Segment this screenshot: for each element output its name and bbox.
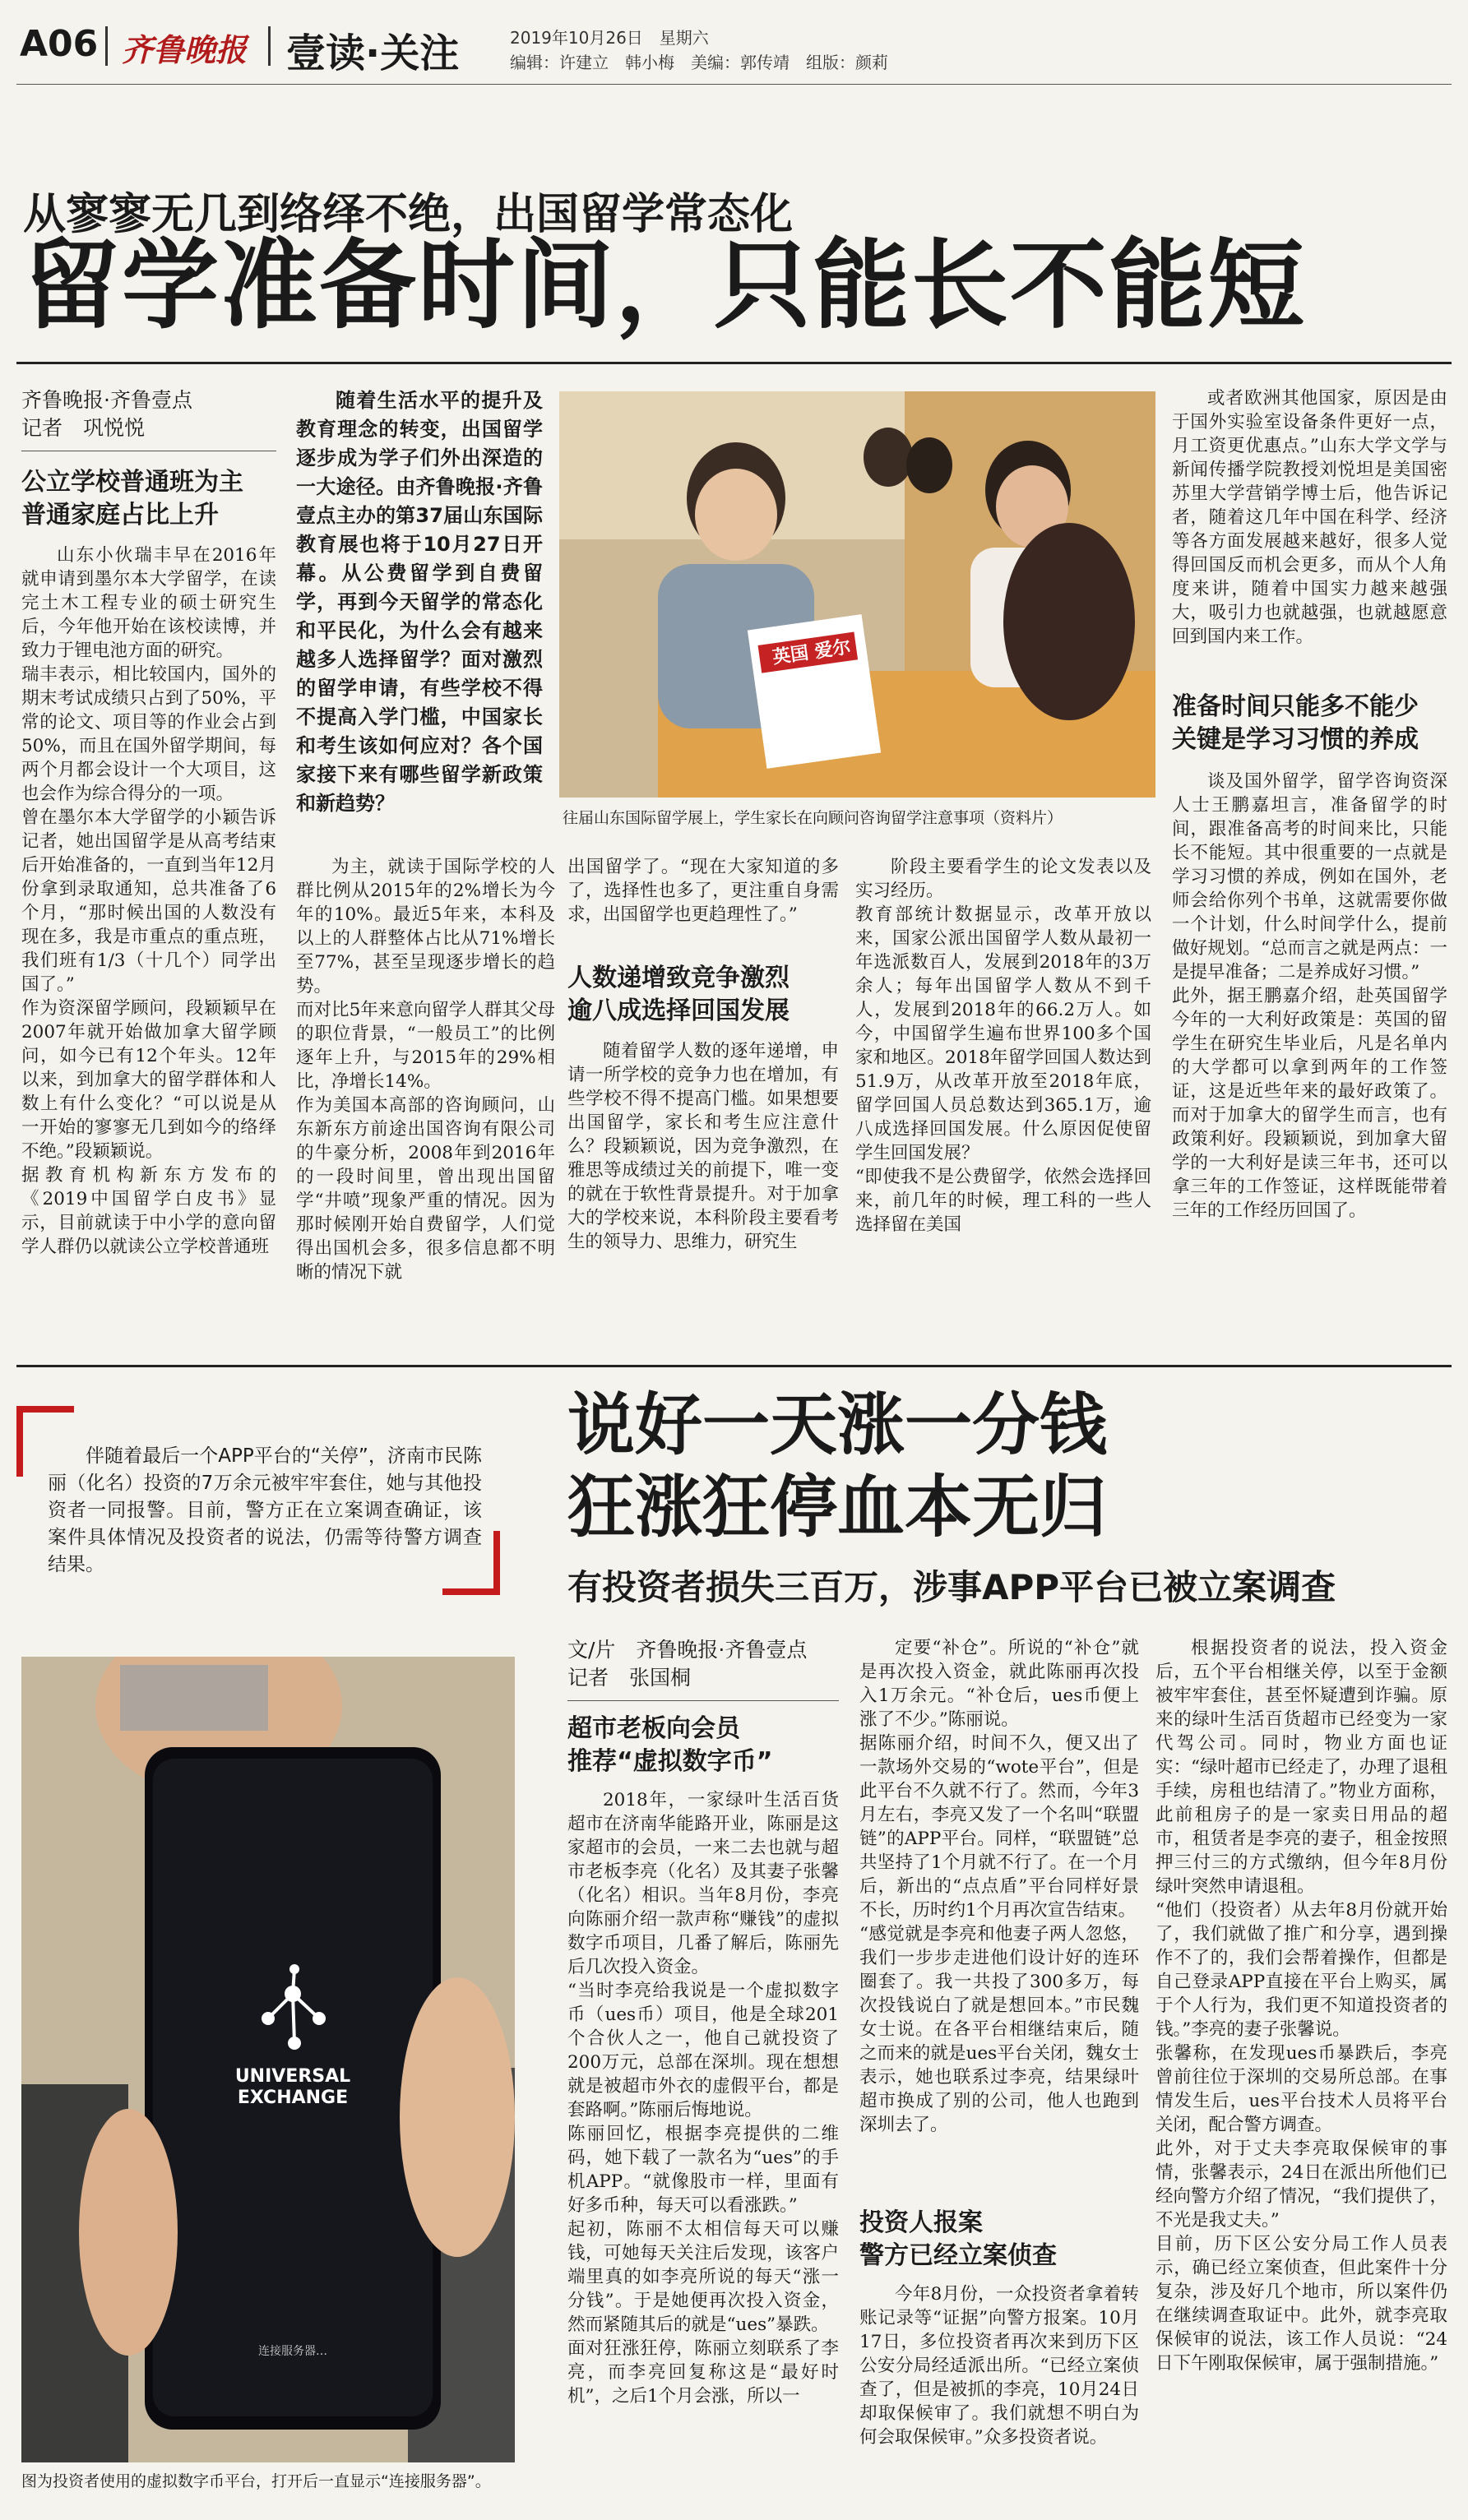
article2-col2-text: 定要“补仓”。所说的“补仓”就是再次投入资金，就此陈丽再次投入1万余元。“补仓后，ues币便上涨了不少。”陈丽说。 据陈丽介绍，时间不久，便又出了一款场外交易的“wote平台”，但是此平台不久就不行了。然而，今年3月左右，李亮又发了一个名叫“联盟链”的APP平台。同样，“联盟链”总共坚持了1个月就不行了。在一个月后，新出的“点点盾”平台同样好景不长，历时约1个月再次宣告结束。 “感觉就是李亮和他妻子两人忽悠，我们一步步走进他们设计好的连环圈套了。我一共投了300多万，每次投钱说白了就是想回本。”市民魏女士说。在各平台相继结束后，随之而来的就是ues平台关闭，魏女士表示，她也联系过李亮，结果绿叶超市换成了别的公司，他人也跑到深圳去了。 [859,1638,1139,2135]
article1-lead: 随着生活水平的提升及教育理念的转变，出国留学逐步成为学子们外出深造的一大途径。由齐鲁晚报·齐鲁壹点主办的第37届山东国际教育展也将于10月27日开幕。从公费留学到自费留学，再到今天留学的常态化和平民化，为什么会有越来越多人选择留学？面对激烈的留学申请，有些学校不得不提高入学门槛，中国家长和考生该如何应对？各个国家接下来有哪些留学新政策和新趋势？ [296,389,543,815]
article2-subhead-2: 投资人报案 警方已经立案侦查 [859,2208,1057,2270]
article2-subhead-1: 超市老板向会员 推荐“虚拟数字币” [567,1714,773,1776]
phone-photo-illustration [21,1657,515,2462]
article1-col5b-text: 谈及国外留学，留学咨询资深人士王鹏嘉坦言，准备留学的时间，跟准备高考的时间来比，只能长不能短。其中很重要的一点就是学习习惯的养成，例如在国外，老师会给你列个书单，这就需要你做一个计划，什么时间学什么，提前做好规划。“总而言之就是两点：一是提早准备；二是养成好习惯。” 此外，据王鹏嘉介绍，赴英国留学今年的一大利好政策是：英国的留学生在研究生毕业后，凡是名单内的大学都可以拿到两年的工作签证，这是近些年来的最好政策了。而对于加拿大的留学生而言，也有政策利好。段颖颖说，到加拿大留学的一大利好是读三年书，还可以拿三年的工作签证，这样既能带着三年的工作经历回国了。 [1172,771,1447,1221]
article2-headline-line2: 狂涨狂停血本无归 [567,1468,1108,1547]
phone-status: 连接服务器… [258,2345,327,2358]
article1-col3-text: 出国留学了。“现在大家知道的多了，选择性也多了，更注重自身需求，出国留学也更趋理性了。” [567,857,839,925]
article1-kicker: 从寥寥无几到络绎不绝，出国留学常态化 [23,190,794,239]
article2-headline-line1: 说好一天涨一分钱 [567,1386,1108,1464]
headline-rule [16,362,1452,364]
article1-headline: 留学准备时间，只能长不能短 [23,229,1307,342]
article1-subhead-3: 准备时间只能多不能少 关键是学习习惯的养成 [1172,692,1419,754]
section-title: 壹读·关注 [286,30,460,76]
article1-byline-org: 齐鲁晚报·齐鲁壹点 [21,388,192,412]
paper-name: 齐鲁晚报 [122,31,248,68]
article1-col2-text: 为主，就读于国际学校的人群比例从2015年的2%增长为今年的10%。最近5年来，本科及以上的人群整体占比从71%增长至77%，甚至呈现逐步增长的趋势。 而对比5年来意向留学人群其父母的职位背景，“一般员工”的比例逐年上升，与2015年的29%相比，净增长14%。 作为美国本高部的咨询顾问，山东新东方前途出国咨询有限公司的牛豪分析，2008年到2016年的一段时间里，曾出现出国留学“井喷”现象严重的情况。因为那时候刚开始自费留学，人们觉得出国机会多，很多信息都不明晰的情况下就 [296,857,555,1283]
article2-col2b-text: 今年8月份，一众投资者拿着转账记录等“证据”向警方报案。10月17日，多位投资者再次来到历下区公安分局经适派出所。“已经立案侦查了，但是被抓的李亮，10月24日却取保候审了。我们就想不明白为何会取保候审。”众多投资者说。 [859,2284,1139,2448]
page-code: A06 [20,23,99,65]
article2-col3-text: 根据投资者的说法，投入资金后，五个平台相继关停，以至于金额被牢牢套住，甚至怀疑遭到诈骗。原来的绿叶生活百货超市已经变为一家代驾公司。同时，物业方面也证实：“绿叶超市已经走了，办理了退租手续，房租也结清了。”物业方面称，此前租房子的是一家卖日用品的超市，租赁者是李亮的妻子，租金按照押三付三的方式缴纳，但今年8月份绿叶突然申请退租。 “他们（投资者）从去年8月份就开始了，我们就做了推广和分享，遇到操作不了的，我们会帮着操作，但都是自己登录APP直接在平台上购买，属于个人行为，我们更不知道投资者的钱。”李亮的妻子张馨说。 张馨称，在发现ues币暴跌后，李亮曾前往位于深圳的交易所总部。在事情发生后，ues平台技术人员将平台关闭，配合警方调查。 此外，对于丈夫李亮取保候审的事情，张馨表示，24日在派出所他们已经向警方介绍了情况，“我们提供了，不光是我丈夫。” 目前，历下区公安分局工作人员表示，确已经立案侦查，但此案件十分复杂，涉及好几个地市，所以案件仍在继续调查取证中。此外，就李亮取保候审的说法，该工作人员说：“24日下午刚取保候审，属于强制措施。” [1155,1638,1447,2374]
expo-photo-caption: 往届山东国际留学展上，学生家长在向顾问咨询留学注意事项（资料片） [563,809,1063,827]
masthead-rule [16,84,1452,85]
editors-line: 编辑：许建立 韩小梅 美编：郭传靖 组版：颜莉 [510,53,888,72]
masthead-divider [105,26,108,66]
phone-app-name-line2: EXCHANGE [237,2088,349,2108]
phone-app-name-line1: UNIVERSAL [234,2066,351,2087]
issue-date: 2019年10月26日 星期六 [510,28,709,48]
article2-summary: 伴随着最后一个APP平台的“关停”，济南市民陈丽（化名）投资的7万余元被牢牢套住，她与其他投资者一同报警。目前，警方正在立案调查确证，该案件具体情况及投资者的说法，仍需等待警方调查结果。 [48,1445,482,1575]
article1-subhead-1: 公立学校普通班为主 普通家庭占比上升 [21,468,243,529]
masthead-divider [268,26,271,66]
expo-photo [559,391,1155,798]
article1-col3b-text: 随着留学人数的逐年递增，申请一所学校的竞争力也在增加，有些学校不得不提高门槛。如果想要出国留学，家长和考生应注意什么？段颖颖说，因为竞争激烈，在雅思等成绩过关的前提下，唯一变的就在于软性背景提升。对于加拿大的学校来说，本科阶段主要看考生的领导力、思维力，研究生 [567,1041,839,1252]
phone-photo-caption: 图为投资者使用的虚拟数字币平台，打开后一直显示“连接服务器”。 [21,2472,491,2490]
phone-photo [21,1657,515,2462]
article2-byline-org: 文/片 齐鲁晚报·齐鲁壹点 [567,1638,808,1662]
article1-col4-text: 阶段主要看学生的论文发表以及实习经历。 教育部统计数据显示，改革开放以来，国家公派出国留学人数从最初一年选派数百人，发展到2018年的3万余人；每年出国留学人数从不到千人，发展到2018年的66.2万人。如今，中国留学生遍布世界100多个国家和地区。2018年留学回国人数达到51.9万，从改革开放至2018年底，留学回国人员总数达到365.1万，逾八成选择回国发展。什么原因促使留学生回国发展？ “即使我不是公费留学，依然会选择回来，前几年的时候，理工科的一些人选择留在美国 [855,857,1151,1235]
article-separator [16,1365,1452,1367]
article2-col1-text: 2018年，一家绿叶生活百货超市在济南华能路开业，陈丽是这家超市的会员，一来二去也就与超市老板李亮（化名）及其妻子张馨（化名）相识。当年8月份，李亮向陈丽介绍一款声称“赚钱”的虚拟数字币项目，几番了解后，陈丽先后几次投入资金。 “当时李亮给我说是一个虚拟数字币（ues币）项目，他是全球201个合伙人之一，他自己就投资了200万元，总部在深圳。现在想想就是被超市外衣的虚假平台，都是套路啊。”陈丽后悔地说。 陈丽回忆，根据李亮提供的二维码，她下载了一款名为“ues”的手机APP。“就像股市一样，里面有好多币种，每天可以看涨跌。” 起初，陈丽不太相信每天可以赚钱，可她每天关注后发现，该客户端里真的如李亮所说的每天“涨一分钱”。于是她便再次投入资金，然而紧随其后的就是“ues”暴跌。 面对狂涨狂停，陈丽立刻联系了李亮，而李亮回复称这是“最好时机”，之后1个月会涨，所以一 [567,1790,839,2407]
expo-photo-illustration [559,391,1155,798]
article1-byline-reporter: 记者 巩悦悦 [21,416,146,440]
photo-sign: 英国 爱尔兰 留学服务 [771,636,856,715]
article2-subheadline: 有投资者损失三百万，涉事APP平台已被立案调查 [567,1567,1336,1607]
article1-subhead-2: 人数递增致竞争激烈 逾八成选择回国发展 [567,964,790,1025]
article2-byline-reporter: 记者 张国桐 [567,1666,692,1690]
article1-col5-text: 或者欧洲其他国家，原因是由于国外实验室设备条件更好一点，月工资更优惠点。”山东大学文学与新闻传播学院教授刘悦坦是美国密苏里大学营销学博士后，他告诉记者，随着这几年中国在科学、经济等各方面发展越来越好，很多人觉得回国反而机会更多，而从个人角度来讲，随着中国实力越来越强大，吸引力也就越强，也就越愿意回到国内来工作。 [1172,388,1447,647]
article1-col1-text: 山东小伙瑞丰早在2016年就申请到墨尔本大学留学，在读完土木工程专业的硕士研究生后，今年他开始在该校读博，并致力于锂电池方面的研究。 瑞丰表示，相比较国内，国外的期末考试成绩只占到了50%，平常的论文、项目等的作业会占到50%，而且在国外留学期间，每两个月都会设计一个大项目，这也会作为综合得分的一项。 曾在墨尔本大学留学的小颖告诉记者，她出国留学是从高考结束后开始准备的，一直到当年12月份拿到录取通知，总共准备了6个月，“那时候出国的人数没有现在多，我是市重点的重点班，我们班有1/3（十几个）同学出国了。” 作为资深留学顾问，段颖颖早在2007年就开始做加拿大留学顾问，如今已有12个年头。12年以来，到加拿大的留学群体和人数上有什么变化？“可以说是从一开始的寥寥无几到如今的络绎不绝。”段颖颖说。 据教育机构新东方发布的《2019中国留学白皮书》显示，目前就读于中小学的意向留学人群仍以就读公立学校普通班 [21,545,276,1257]
